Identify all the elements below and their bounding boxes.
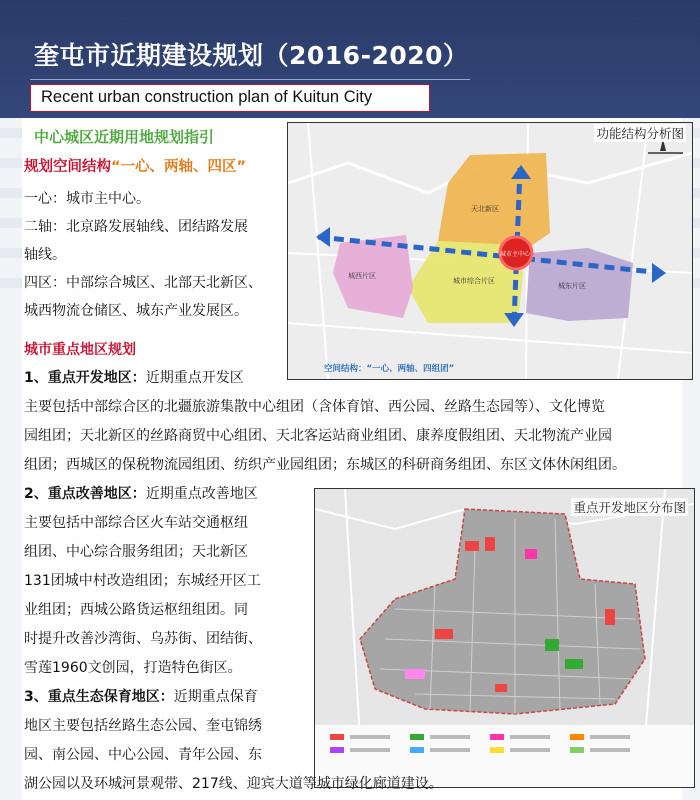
structure-heading xyxy=(24,155,246,176)
structure-line-1: 一心：城市主中心。 xyxy=(24,191,150,207)
zone-label-central: 城市综合片区 xyxy=(453,277,495,285)
item3-first-line xyxy=(24,686,258,706)
map2-graphic xyxy=(315,489,694,787)
structure-label: 规划空间结构 xyxy=(24,159,111,175)
map1-graphic xyxy=(288,123,692,379)
item1-line-2: 园组团；天北新区的丝路商贸中心组团、天北客运站商业组团、康养度假组团、天北物流产业园 xyxy=(24,428,612,444)
item3-line-2: 园、南公园、中心公园、青年公园、东 xyxy=(24,747,262,763)
item2-label: 2、重点改善地区： xyxy=(24,486,146,502)
map1-caption: 空间结构：“一心、两轴、四组团” xyxy=(324,364,455,374)
page-title: 奎屯市近期建设规划（2016-2020） xyxy=(34,41,469,70)
item1-label: 1、重点开发地区： xyxy=(24,370,146,386)
item3-line-1: 地区主要包括丝路生态公园、奎屯锦绣 xyxy=(24,718,262,734)
header-banner xyxy=(0,0,700,118)
structure-line-3: 轴线。 xyxy=(24,247,66,263)
item2-line-0: 近期重点改善地区 xyxy=(145,486,258,502)
structure-line-4: 四区：中部综合城区、北部天北新区、 xyxy=(24,275,262,291)
zone-label-east: 城东片区 xyxy=(558,282,586,290)
item3-label: 3、重点生态保育地区： xyxy=(24,689,174,705)
key-development-map xyxy=(314,488,695,788)
structure-line-2: 二轴：北京路发展轴线、团结路发展 xyxy=(24,219,248,235)
zone-label-center: 城市主中心 xyxy=(500,251,531,258)
function-structure-map xyxy=(287,122,693,380)
item2-line-6: 雪莲1960文创园，打造特色街区。 xyxy=(24,660,242,676)
zone-label-west: 城西片区 xyxy=(348,272,376,280)
structure-value: “一心、两轴、四区” xyxy=(111,159,247,175)
item2-line-5: 时提升改善沙湾街、乌苏街、团结街、 xyxy=(24,631,262,647)
item3-line-0: 近期重点保育 xyxy=(173,689,258,705)
item2-line-2: 组团、中心综合服务组团；天北新区 xyxy=(24,544,248,560)
item2-line-1: 主要包括中部综合区火车站交通枢纽 xyxy=(24,515,248,531)
subtitle-box xyxy=(30,84,430,112)
section1-heading: 中心城区近期用地规划指引 xyxy=(34,128,215,146)
section2-heading: 城市重点地区规划 xyxy=(24,342,136,358)
item3-line-3: 湖公园以及环城河景观带、217线、迎宾大道等城市绿化廊道建设。 xyxy=(24,776,443,792)
map1-title: 功能结构分析图 xyxy=(596,126,684,141)
map2-title: 重点开发地区分布图 xyxy=(573,500,686,515)
page-subtitle: Recent urban construction plan of Kuitun City xyxy=(41,88,373,106)
zone-label-tianbei: 天北新区 xyxy=(471,205,499,213)
item1-line-3: 组团；西城区的保税物流园组团、纺织产业园组团；东城区的科研商务组团、东区文体休闲组团。 xyxy=(24,457,626,473)
item1-line-1: 主要包括中部综合区的北疆旅游集散中心组团（含体育馆、西公园、丝路生态园等）、文化博览 xyxy=(24,399,605,415)
title-divider xyxy=(30,79,470,80)
item2-first-line xyxy=(24,483,258,503)
item2-line-3: 131团城中村改造组团；东城经开区工 xyxy=(24,573,261,589)
structure-line-5: 城西物流仓储区、城东产业发展区。 xyxy=(24,303,248,319)
item2-line-4: 业组团；西城公路货运枢纽组团。同 xyxy=(24,602,248,618)
item1-first-line xyxy=(24,367,244,387)
item1-line-0: 近期重点开发区 xyxy=(145,370,244,386)
